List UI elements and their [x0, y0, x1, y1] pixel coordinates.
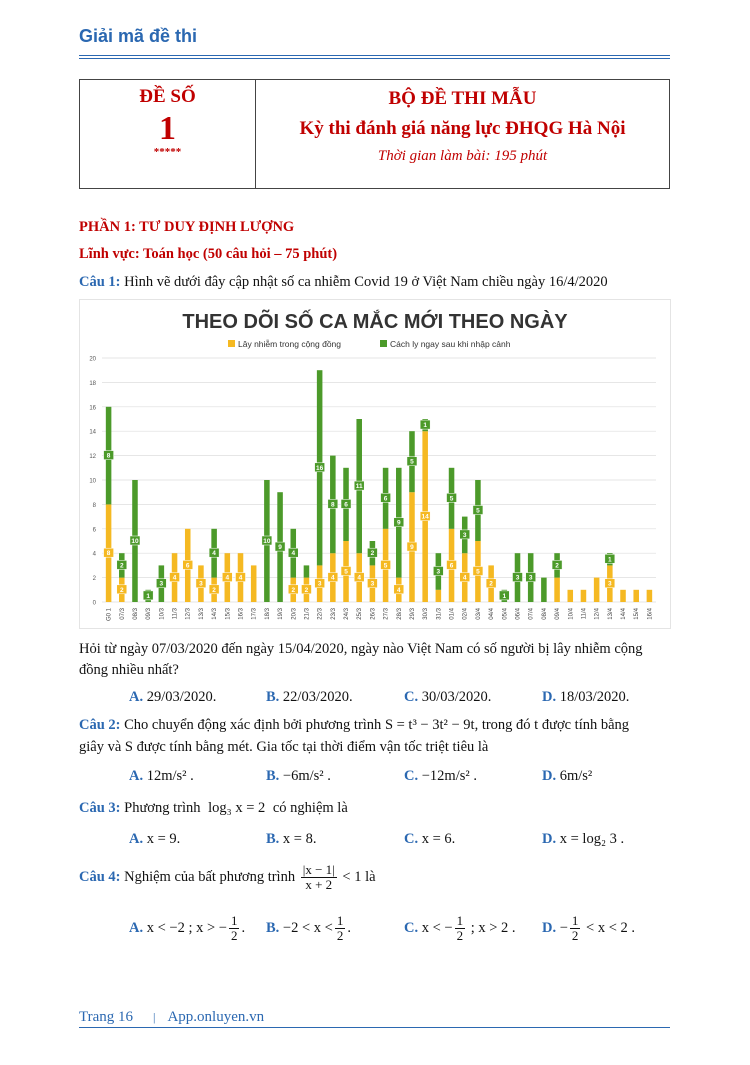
- data-label-community: 6: [449, 562, 454, 570]
- bar-quarantine: [541, 578, 547, 602]
- q4-text-2: < 1 là: [342, 868, 376, 885]
- x-tick-label: 11/3: [172, 608, 179, 620]
- q1-label: Câu 1:: [79, 274, 121, 290]
- data-label-quarantine: 3: [436, 568, 441, 576]
- exam-time: Thời gian làm bài: 195 phút: [377, 148, 548, 164]
- bar-community: [633, 590, 639, 602]
- data-label-community: 4: [225, 574, 230, 582]
- y-tick-label: 12: [89, 454, 96, 461]
- data-label-community: 2: [489, 580, 493, 588]
- x-tick-label: 01/4: [449, 608, 456, 620]
- q2-text-3: giây và S được tính bằng mét. Gia tốc tại thời điểm vận tốc triệt tiêu là: [79, 739, 489, 755]
- exam-number: 1: [159, 110, 176, 147]
- data-label-quarantine: 5: [410, 458, 414, 466]
- data-label-community: 6: [185, 562, 190, 570]
- bar-community: [554, 578, 560, 602]
- x-tick-label: 26/3: [370, 608, 377, 620]
- q1-stem: [79, 274, 608, 291]
- x-tick-label: 09/4: [555, 608, 562, 620]
- data-label-community: 2: [304, 586, 309, 594]
- x-tick-label: 07/4: [528, 608, 535, 620]
- q4-stem: [79, 863, 376, 892]
- x-tick-label: 08/4: [541, 608, 548, 620]
- data-label-quarantine: 2: [555, 562, 559, 570]
- data-label-community: 3: [608, 580, 612, 588]
- x-tick-label: 12/4: [594, 608, 601, 620]
- bar-community: [620, 590, 626, 602]
- q2-option-c[interactable]: C. −12m/s² .: [404, 768, 477, 784]
- bar-community: [567, 590, 573, 602]
- x-tick-label: G0 1: [106, 608, 113, 622]
- data-label-quarantine: 5: [449, 495, 454, 503]
- data-label-quarantine: 10: [131, 538, 139, 545]
- header-rule-2: [79, 58, 670, 59]
- exam-title-cell: [256, 80, 669, 188]
- q4-option-b[interactable]: B. −2 < x < $\frac{1}{2}$ .: [266, 913, 351, 943]
- x-tick-label: 07/3: [119, 608, 126, 620]
- x-tick-label: 17/3: [251, 608, 258, 620]
- q3-label: Câu 3:: [79, 800, 121, 816]
- data-label-community: 4: [462, 574, 467, 582]
- x-tick-label: 08/3: [132, 608, 139, 620]
- data-label-community: 9: [410, 544, 414, 552]
- x-tick-label: 14/3: [212, 608, 219, 620]
- x-tick-label: 24/3: [344, 608, 351, 620]
- y-tick-label: 4: [92, 551, 96, 558]
- legend-swatch-quarantine: [380, 340, 387, 347]
- q4-option-c[interactable]: C. x < − $\frac{1}{2}$ ; x > 2 .: [404, 913, 516, 943]
- data-label-community: 4: [238, 574, 243, 582]
- x-tick-label: 06/4: [515, 608, 522, 620]
- x-tick-label: 09/3: [146, 608, 153, 620]
- y-tick-label: 18: [89, 380, 96, 387]
- bar-community: [647, 590, 653, 602]
- q3-option-d[interactable]: D. x = log₂ 3 .: [542, 831, 625, 847]
- legend-label-quarantine: Cách ly ngay sau khi nhập cảnh: [390, 339, 511, 349]
- x-tick-label: 20/3: [291, 608, 298, 620]
- y-tick-label: 0: [92, 600, 96, 607]
- exam-number-cell: [80, 80, 256, 188]
- brand-logo: Giải mã đề thi: [79, 26, 198, 46]
- part-heading: PHẦN 1: TƯ DUY ĐỊNH LƯỢNG: [79, 219, 295, 235]
- footer-rule: [79, 1027, 670, 1028]
- q1-text: Hình vẽ dưới đây cập nhật số ca nhiễm Covid 19 ở Việt Nam chiều ngày 16/4/2020: [124, 274, 608, 290]
- y-tick-label: 8: [92, 502, 96, 509]
- data-label-quarantine: 1: [502, 592, 507, 600]
- data-label-community: 5: [476, 568, 480, 576]
- x-tick-label: 16/4: [647, 608, 654, 620]
- data-label-community: 3: [370, 580, 375, 588]
- q4-label: Câu 4:: [79, 868, 121, 885]
- data-label-community: 3: [199, 580, 203, 588]
- data-label-community: 4: [357, 574, 362, 582]
- q2-text: Cho chuyển động xác định bởi phương trình: [124, 717, 382, 733]
- y-tick-label: 10: [89, 478, 96, 485]
- q4-text: Nghiệm của bất phương trình: [124, 868, 296, 885]
- q2-text-2: , trong đó t được tính bằng: [474, 717, 630, 733]
- data-label-quarantine: 6: [344, 501, 348, 509]
- x-tick-label: 13/4: [607, 608, 614, 620]
- data-label-quarantine: 1: [146, 592, 150, 600]
- legend-label-community: Lây nhiễm trong cộng đồng: [238, 339, 342, 349]
- q2-stem: [79, 717, 671, 734]
- data-label-quarantine: 4: [212, 550, 216, 558]
- x-tick-label: 02/4: [462, 608, 469, 620]
- x-tick-label: 27/3: [383, 608, 390, 620]
- data-label-quarantine: 2: [370, 550, 375, 558]
- q3-option-b[interactable]: B. x = 8.: [266, 831, 317, 847]
- y-tick-label: 16: [89, 405, 96, 412]
- data-label-community: 3: [317, 580, 322, 588]
- page-number: Trang 16: [79, 1009, 134, 1025]
- header-rule: [79, 55, 670, 56]
- q1-option-d[interactable]: D. 18/03/2020.: [542, 689, 630, 705]
- data-label-quarantine: 5: [476, 507, 480, 515]
- data-label-community: 2: [212, 586, 216, 594]
- x-tick-label: 25/3: [357, 608, 364, 620]
- q1-option-a[interactable]: A. 29/03/2020.: [129, 689, 217, 705]
- x-tick-label: 29/3: [409, 608, 416, 620]
- data-label-quarantine: 10: [263, 538, 271, 545]
- q2-option-a[interactable]: A. 12m/s² .: [129, 768, 194, 784]
- exam-title: BỘ ĐỀ THI MẪU: [388, 88, 537, 109]
- exam-subtitle: Kỳ thi đánh giá năng lực ĐHQG Hà Nội: [299, 118, 626, 139]
- q4-option-d[interactable]: D. − $\frac{1}{2}$ < x < 2 .: [542, 913, 636, 943]
- q2-label: Câu 2:: [79, 717, 121, 733]
- data-label-quarantine: 11: [355, 483, 363, 491]
- x-tick-label: 28/3: [396, 608, 403, 620]
- x-tick-label: 04/4: [489, 608, 496, 620]
- data-label-community: 5: [344, 568, 348, 576]
- covid-chart: [79, 299, 671, 629]
- data-label-community: 4: [331, 574, 335, 582]
- data-label-quarantine: 3: [528, 574, 533, 582]
- q1-option-b[interactable]: B. 22/03/2020.: [266, 689, 353, 705]
- x-tick-label: 13/3: [198, 608, 205, 620]
- q2-equation: S = t³ − 3t² − 9t: [384, 717, 475, 733]
- de-so-label: ĐỀ SỐ: [139, 86, 196, 107]
- chart-svg: [80, 300, 670, 628]
- y-tick-label: 6: [92, 527, 96, 534]
- x-tick-label: 19/3: [278, 608, 285, 620]
- q2-option-d[interactable]: D. 6m/s²: [542, 768, 593, 784]
- x-tick-label: 12/3: [185, 608, 192, 620]
- q3-equation: log₃ x = 2: [208, 800, 266, 816]
- x-tick-label: 10/3: [159, 608, 166, 620]
- x-tick-label: 31/3: [436, 608, 443, 620]
- data-label-quarantine: 3: [462, 531, 467, 539]
- q3-text-2: có nghiệm là: [272, 800, 348, 816]
- x-tick-label: 30/3: [423, 608, 430, 620]
- data-label-quarantine: 3: [515, 574, 520, 582]
- x-tick-label: 18/3: [264, 608, 271, 620]
- x-tick-label: 16/3: [238, 608, 245, 620]
- data-label-community: 8: [106, 550, 111, 558]
- x-tick-label: 21/3: [304, 608, 311, 620]
- exam-header-box: [79, 79, 670, 189]
- footer-separator: |: [153, 1010, 156, 1024]
- data-label-quarantine: 9: [278, 544, 282, 552]
- data-label-quarantine: 3: [159, 580, 164, 588]
- x-tick-label: 15/4: [634, 608, 641, 620]
- data-label-community: 2: [119, 586, 124, 594]
- q1-option-c[interactable]: C. 30/03/2020.: [404, 689, 492, 705]
- data-label-community: 14: [421, 513, 429, 521]
- data-label-quarantine: 2: [119, 562, 124, 570]
- data-label-community: 4: [396, 586, 401, 594]
- data-label-quarantine: 1: [423, 422, 427, 430]
- bar-community: [581, 590, 587, 602]
- q2-option-b[interactable]: B. −6m/s² .: [266, 768, 331, 784]
- x-tick-label: 11/4: [581, 608, 588, 620]
- data-label-quarantine: 4: [291, 550, 296, 558]
- x-tick-label: 15/3: [225, 608, 232, 620]
- legend-swatch-community: [228, 340, 235, 347]
- x-tick-label: 03/4: [475, 608, 482, 620]
- data-label-community: 4: [172, 574, 177, 582]
- footer: [79, 1009, 264, 1026]
- y-tick-label: 2: [92, 576, 96, 583]
- bar-community: [436, 590, 442, 602]
- field-heading: Lĩnh vực: Toán học (50 câu hỏi – 75 phút): [79, 246, 338, 262]
- data-label-quarantine: 8: [331, 501, 335, 509]
- q3-stem: [79, 800, 348, 817]
- data-label-community: 5: [383, 562, 388, 570]
- q3-option-a[interactable]: A. x = 9.: [129, 831, 181, 847]
- stars: *****: [153, 146, 182, 158]
- q4-option-a[interactable]: A. x < −2 ; x > − $\frac{1}{2}$ .: [129, 913, 246, 943]
- x-tick-label: 10/4: [568, 608, 575, 620]
- data-label-community: 2: [291, 586, 296, 594]
- footer-site-link[interactable]: App.onluyen.vn: [167, 1009, 265, 1025]
- x-tick-label: 22/3: [317, 608, 324, 620]
- y-tick-label: 20: [89, 356, 96, 363]
- bar-community: [251, 565, 257, 602]
- chart-title: THEO DÕI SỐ CA MẮC MỚI THEO NGÀY: [182, 311, 568, 333]
- bar-community: [594, 578, 600, 602]
- data-label-quarantine: 9: [396, 519, 401, 527]
- data-label-quarantine: 8: [106, 452, 111, 460]
- q1-question: Hỏi từ ngày 07/03/2020 đến ngày 15/04/2020, ngày nào Việt Nam có số người bị lây nhiễm cộng đồng nhiều nhất?: [79, 641, 643, 678]
- x-tick-label: 14/4: [621, 608, 628, 620]
- q3-option-c[interactable]: C. x = 6.: [404, 831, 456, 847]
- q4-fraction: $\frac{|x - 1|}{x + 2}$: [302, 862, 335, 892]
- q3-text: Phương trình: [124, 800, 201, 816]
- x-tick-label: 23/3: [330, 608, 337, 620]
- bar-quarantine: [304, 565, 310, 577]
- data-label-quarantine: 1: [608, 556, 612, 564]
- data-label-quarantine: 16: [316, 464, 324, 472]
- x-tick-label: 05/4: [502, 608, 509, 620]
- y-tick-label: 14: [89, 429, 96, 436]
- data-label-quarantine: 6: [383, 495, 388, 503]
